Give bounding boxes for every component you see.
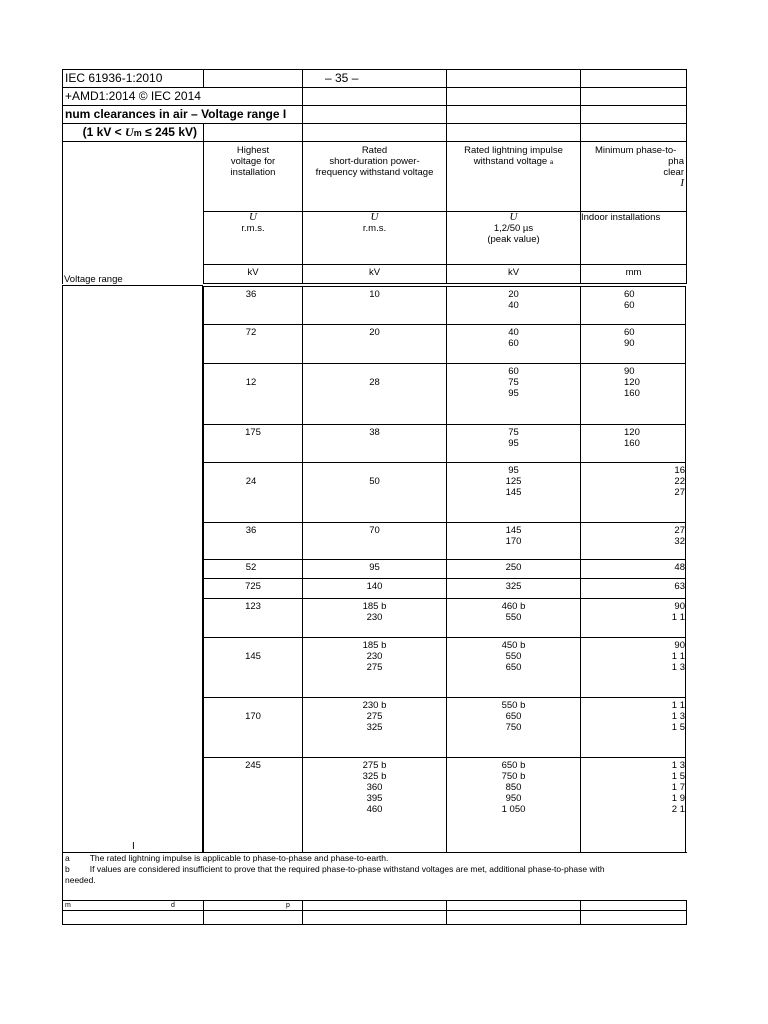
um-value: 52 xyxy=(245,562,257,573)
um-value: 170 xyxy=(245,711,261,722)
ac-value: 325 xyxy=(366,722,383,733)
row-um-cell xyxy=(203,363,302,424)
um-value: 245 xyxy=(245,760,261,771)
clearance-value: 120 xyxy=(624,377,640,388)
row-um-cell xyxy=(203,559,302,578)
row-clearance-cell xyxy=(580,462,686,522)
li-value: 95 xyxy=(508,465,519,476)
row-clearance-cell xyxy=(580,324,686,363)
row-li-cell xyxy=(446,757,580,852)
ac-value: 38 xyxy=(369,427,380,438)
row-clearance-cell xyxy=(580,522,686,559)
row-ac-cell xyxy=(302,578,446,598)
row-clearance-cell xyxy=(580,637,686,697)
li-value: 125 xyxy=(505,476,522,487)
range-roman-label: I xyxy=(132,841,135,852)
c4-symbol-cell: Indoor installations xyxy=(581,212,687,265)
li-value: 75 xyxy=(508,427,519,438)
c2-symbol-cell: U r.m.s. xyxy=(303,212,447,265)
um-value: 36 xyxy=(245,525,257,536)
row-um-cell xyxy=(203,757,302,852)
ac-value: 10 xyxy=(369,289,380,300)
clearance-value: 1 1 xyxy=(671,651,685,662)
clearance-value: 1 9 xyxy=(671,793,685,804)
row-um-cell xyxy=(203,462,302,522)
row-clearance-cell xyxy=(580,286,686,324)
clearance-value: 160 xyxy=(624,388,640,399)
row-um-cell xyxy=(203,637,302,697)
ac-value: 185 b xyxy=(362,601,387,612)
li-value: 20 xyxy=(508,289,519,300)
um-value: 36 xyxy=(245,289,257,300)
clearance-value: 1 3 xyxy=(671,760,685,771)
row-ac-cell xyxy=(302,363,446,424)
li-value: 650 xyxy=(505,711,522,722)
ac-value: 28 xyxy=(369,377,380,388)
ac-value: 50 xyxy=(369,476,380,487)
clearance-value: 90 xyxy=(674,640,685,651)
unit-mm: mm xyxy=(581,265,687,284)
footnote-a-text: The rated lightning impulse is applicable to phase-to-phase and phase-to-earth. xyxy=(89,853,389,863)
col-clearance-header: Minimum phase-to- pha clear I xyxy=(581,142,687,212)
um-value: 145 xyxy=(245,651,261,662)
clearance-value: 27 xyxy=(674,525,685,536)
row-li-cell xyxy=(446,286,580,324)
row-li-cell xyxy=(446,598,580,637)
clearance-value: 1 3 xyxy=(671,711,685,722)
row-clearance-cell xyxy=(580,559,686,578)
row-li-cell xyxy=(446,522,580,559)
clearance-value: 1 3 xyxy=(671,662,685,673)
unit-kv-3: kV xyxy=(447,265,581,284)
clearance-value: 60 xyxy=(624,289,635,300)
footnote-b-mark: b xyxy=(65,864,70,874)
row-ac-cell xyxy=(302,559,446,578)
clearance-value: 63 xyxy=(674,581,685,592)
footnote-b-continuation: needed. xyxy=(65,875,96,885)
li-value: 550 xyxy=(505,612,522,623)
row-clearance-cell xyxy=(580,363,686,424)
clearance-value: 1 1 xyxy=(671,700,685,711)
row-ac-cell xyxy=(302,286,446,324)
row-li-cell xyxy=(446,559,580,578)
footnote-b-text: If values are considered insufficient to prove that the required phase-to-phase withstand voltages are met, additional phase-to-phase with xyxy=(89,864,605,874)
clearance-value: 16 xyxy=(674,465,685,476)
ac-value: 360 xyxy=(366,782,383,793)
clearance-value: 160 xyxy=(624,438,640,449)
ac-value: 460 xyxy=(366,804,383,815)
li-value: 60 xyxy=(508,366,519,377)
clearance-value: 60 xyxy=(624,300,635,311)
li-value: 95 xyxy=(508,388,519,399)
ac-value: 185 b xyxy=(362,640,387,651)
li-value: 750 b xyxy=(501,771,526,782)
row-ac-cell xyxy=(302,324,446,363)
ac-value: 275 xyxy=(366,711,383,722)
c3-symbol-cell: U 1,2/50 µs (peak value) xyxy=(447,212,581,265)
clearance-value: 2 1 xyxy=(671,804,685,815)
footnote-a-mark: a xyxy=(65,853,70,863)
row-ac-cell xyxy=(302,637,446,697)
clearance-value: 90 xyxy=(624,338,635,349)
um-value: 175 xyxy=(245,427,261,438)
row-li-cell xyxy=(446,324,580,363)
document-id: IEC 61936-1:2010 xyxy=(63,70,204,88)
ac-value: 70 xyxy=(369,525,380,536)
col-power-frequency-header: Rated short-duration power- frequency withstand voltage xyxy=(303,142,447,212)
um-value: 123 xyxy=(245,601,261,612)
row-clearance-cell xyxy=(580,578,686,598)
li-value: 460 b xyxy=(501,601,526,612)
clearance-value: 120 xyxy=(624,427,640,438)
li-value: 75 xyxy=(508,377,519,388)
li-value: 1 050 xyxy=(501,804,526,815)
row-li-cell xyxy=(446,462,580,522)
row-ac-cell xyxy=(302,757,446,852)
ac-value: 20 xyxy=(369,327,380,338)
row-um-cell xyxy=(203,697,302,757)
bottom-grid xyxy=(62,900,687,925)
clearance-value: 1 5 xyxy=(671,771,685,782)
unit-kv-2: kV xyxy=(303,265,447,284)
row-li-cell xyxy=(446,363,580,424)
um-value: 12 xyxy=(245,377,257,388)
unit-kv-1: kV xyxy=(204,265,303,284)
ac-value: 95 xyxy=(369,562,380,573)
li-value: 145 xyxy=(505,487,522,498)
li-value: 950 xyxy=(505,793,522,804)
clearance-value: 90 xyxy=(674,601,685,612)
row-ac-cell xyxy=(302,522,446,559)
row-um-cell xyxy=(203,522,302,559)
ac-value: 325 b xyxy=(362,771,387,782)
li-value: 325 xyxy=(505,581,522,592)
ac-value: 275 b xyxy=(362,760,387,771)
ac-value: 230 xyxy=(366,612,383,623)
li-value: 170 xyxy=(505,536,522,547)
um-value: 24 xyxy=(245,476,257,487)
li-value: 650 b xyxy=(501,760,526,771)
clearance-value: 32 xyxy=(674,536,685,547)
clearance-value: 1 7 xyxy=(671,782,685,793)
voltage-range-column xyxy=(62,285,203,852)
row-li-cell xyxy=(446,697,580,757)
c1-symbol-cell: U r.m.s. xyxy=(204,212,303,265)
clearance-value: 22 xyxy=(674,476,685,487)
li-value: 550 b xyxy=(501,700,526,711)
col-highest-voltage-header: Highest voltage for installation xyxy=(204,142,303,212)
row-um-cell xyxy=(203,578,302,598)
footnotes xyxy=(62,852,687,900)
row-clearance-cell xyxy=(580,598,686,637)
ac-value: 275 xyxy=(366,662,383,673)
li-value: 40 xyxy=(508,300,519,311)
row-ac-cell xyxy=(302,424,446,462)
li-value: 40 xyxy=(508,327,519,338)
li-value: 550 xyxy=(505,651,522,662)
um-value: 725 xyxy=(245,581,261,592)
row-clearance-cell xyxy=(580,697,686,757)
li-value: 850 xyxy=(505,782,522,793)
row-um-cell xyxy=(203,598,302,637)
table-subtitle: (1 kV < Um ≤ 245 kV) xyxy=(63,124,204,142)
clearance-value: 60 xyxy=(624,327,635,338)
li-value: 250 xyxy=(505,562,522,573)
li-value: 60 xyxy=(508,338,519,349)
table-title: num clearances in air – Voltage range I xyxy=(63,106,303,124)
bottom-cell-m: m d xyxy=(63,901,204,911)
row-li-cell xyxy=(446,424,580,462)
ac-value: 230 b xyxy=(362,700,387,711)
row-um-cell xyxy=(203,286,302,324)
row-ac-cell xyxy=(302,598,446,637)
row-um-cell xyxy=(203,424,302,462)
li-value: 750 xyxy=(505,722,522,733)
um-value: 72 xyxy=(245,327,257,338)
clearance-value: 27 xyxy=(674,487,685,498)
amendment-note: +AMD1:2014 © IEC 2014 xyxy=(63,88,303,106)
col-lightning-impulse-header: Rated lightning impulse withstand voltage a xyxy=(447,142,581,212)
voltage-range-label: Voltage range xyxy=(64,274,123,285)
clearance-value: 90 xyxy=(624,366,635,377)
page-number: – 35 – xyxy=(303,70,447,88)
row-clearance-cell xyxy=(580,757,686,852)
bottom-cell-p: p xyxy=(204,901,303,911)
row-li-cell xyxy=(446,637,580,697)
row-ac-cell xyxy=(302,697,446,757)
ac-value: 140 xyxy=(366,581,383,592)
ac-value: 395 xyxy=(366,793,383,804)
clearance-value: 1 5 xyxy=(671,722,685,733)
row-um-cell xyxy=(203,324,302,363)
row-li-cell xyxy=(446,578,580,598)
li-value: 450 b xyxy=(501,640,526,651)
row-clearance-cell xyxy=(580,424,686,462)
li-value: 650 xyxy=(505,662,522,673)
row-ac-cell xyxy=(302,462,446,522)
li-value: 145 xyxy=(505,525,522,536)
li-value: 95 xyxy=(508,438,519,449)
clearance-value: 48 xyxy=(674,562,685,573)
clearance-value: 1 1 xyxy=(671,612,685,623)
ac-value: 230 xyxy=(366,651,383,662)
